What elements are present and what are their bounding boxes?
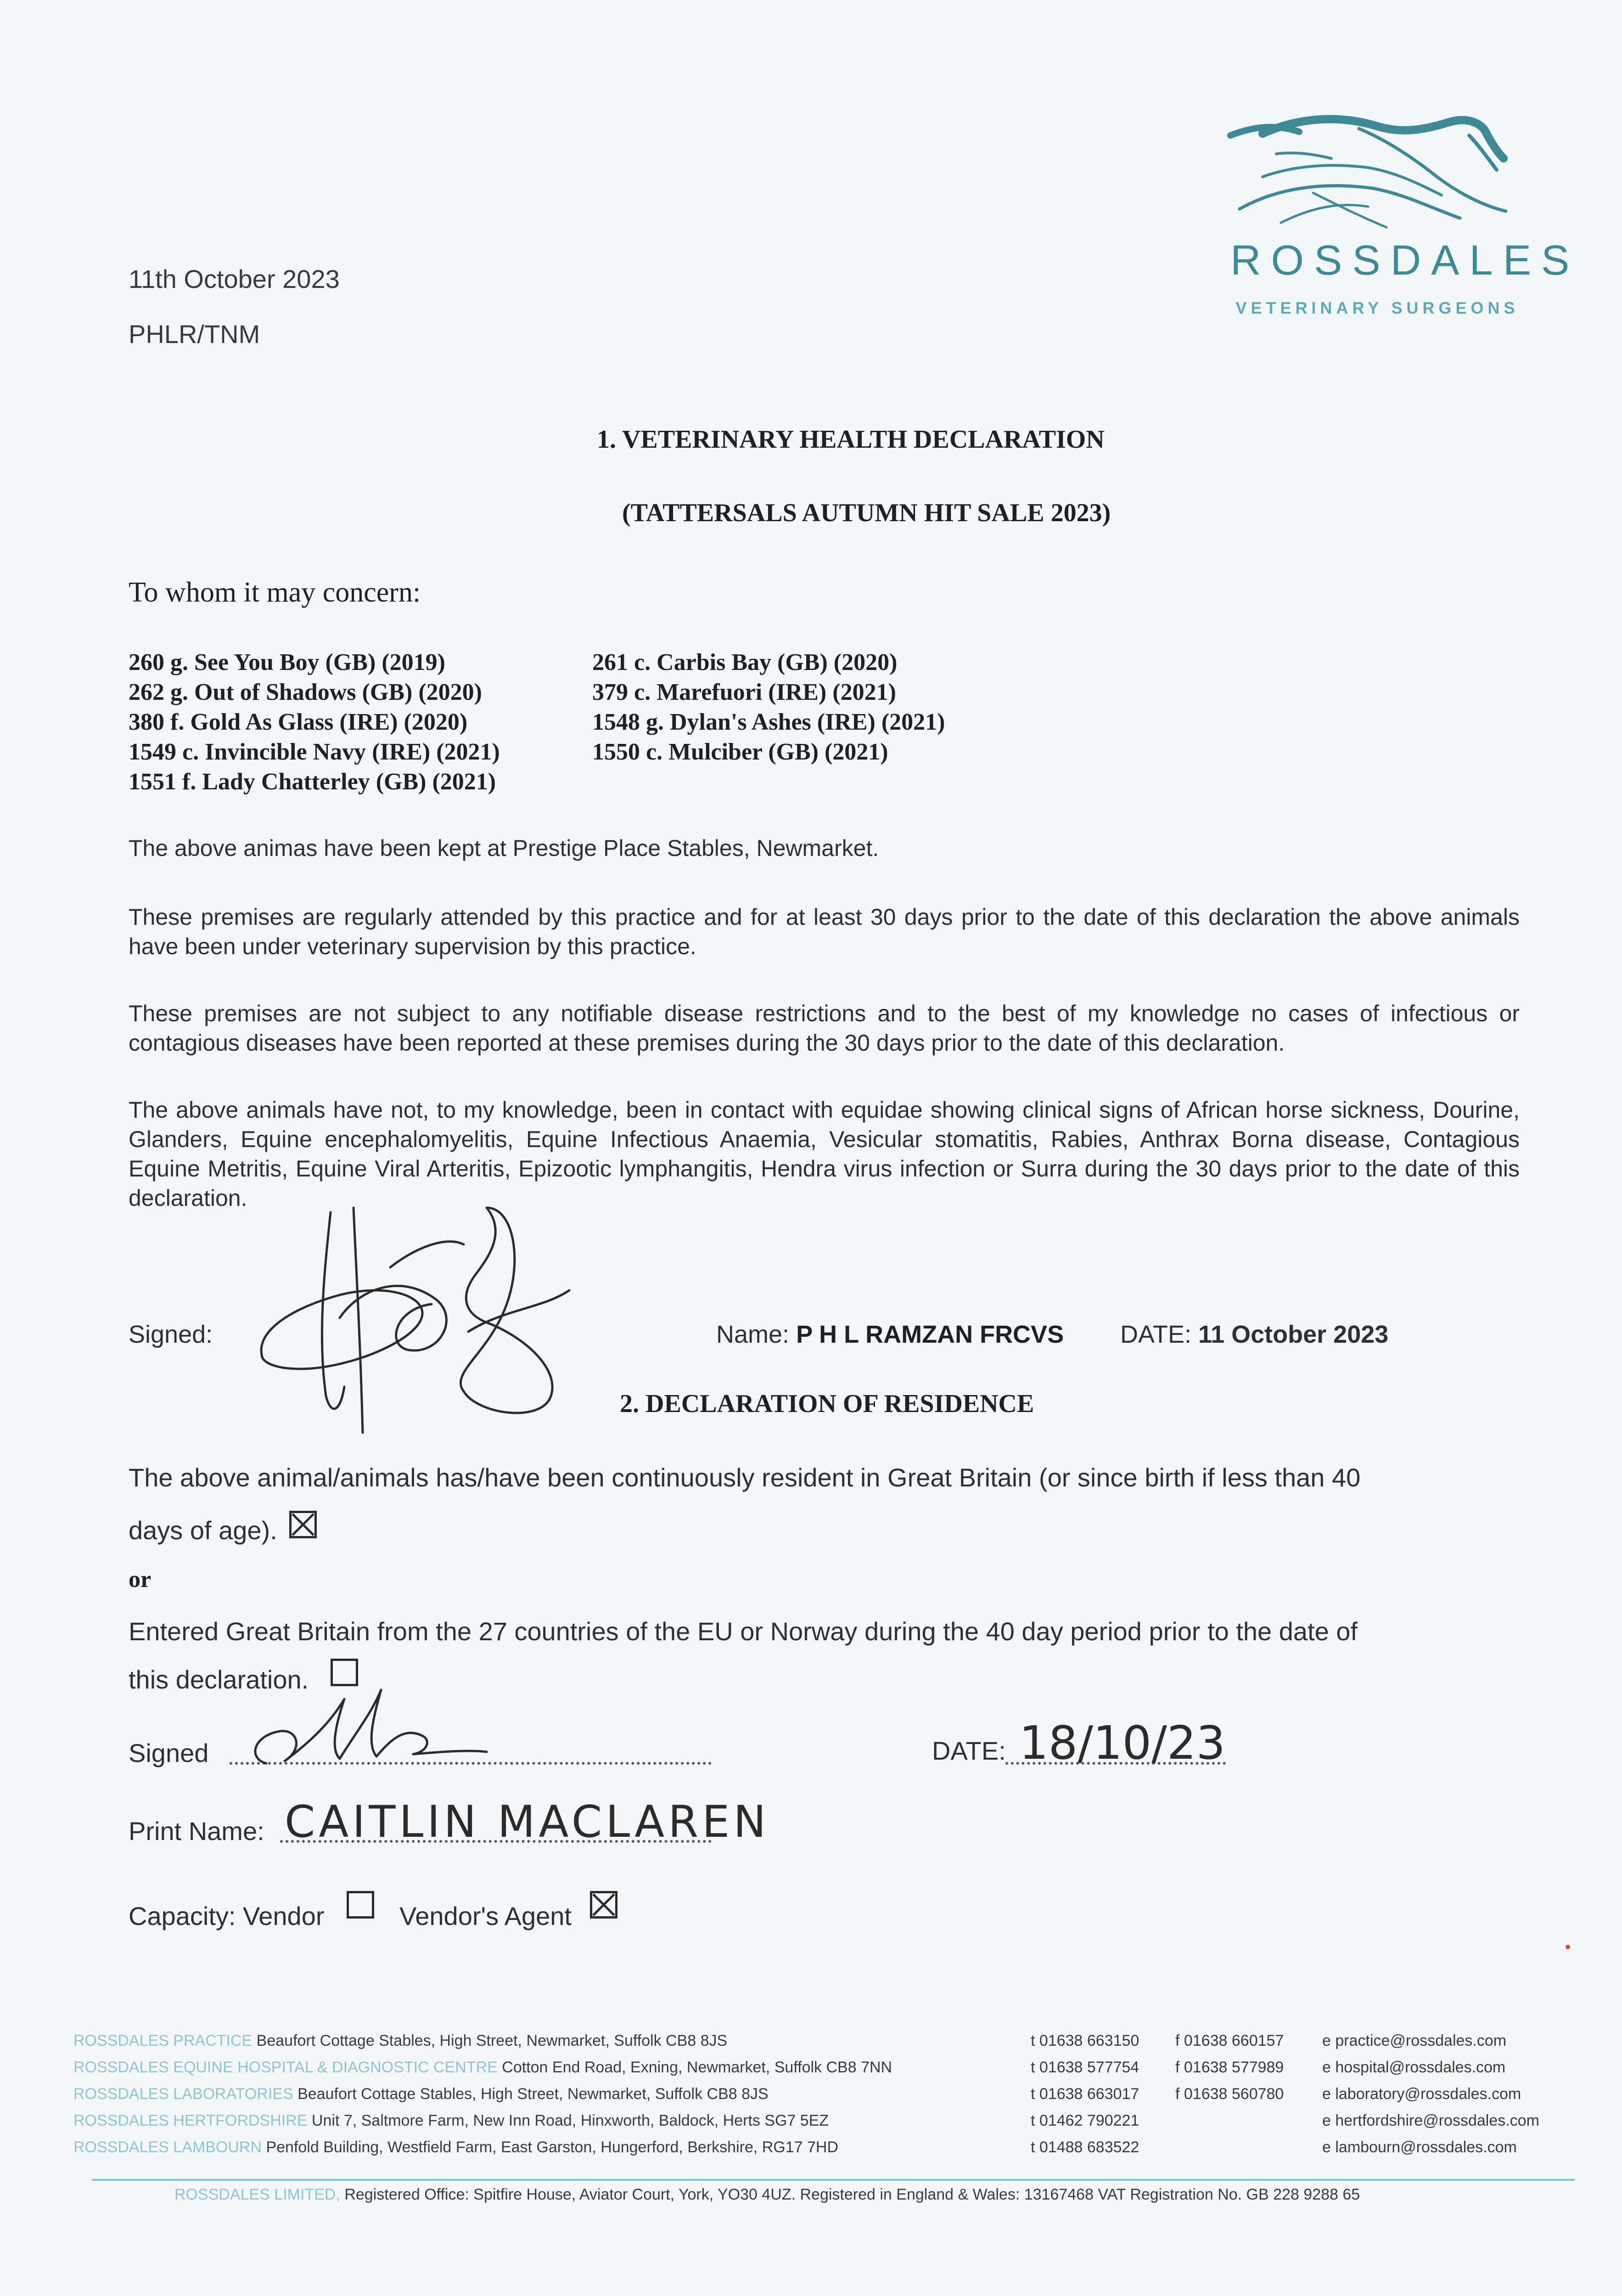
vet-signature (248, 1157, 615, 1442)
handwritten-date-text: 18/10/23 (1019, 1716, 1226, 1770)
footer-email[interactable]: e laboratory@rossdales.com (1322, 2085, 1521, 2103)
footer-prefix: ROSSDALES HERTFORDSHIRE (73, 2112, 308, 2129)
footer-row (73, 2085, 769, 2103)
footer-tel: t 01638 663017 (1031, 2085, 1139, 2103)
letter-reference: PHLR/TNM (129, 320, 260, 349)
footer-row (73, 2112, 829, 2130)
footer-prefix: ROSSDALES LAMBOURN (73, 2138, 262, 2156)
footer-prefix: ROSSDALES LABORATORIES (73, 2085, 293, 2103)
list-item: 1548 g. Dylan's Ashes (IRE) (2021) (592, 709, 945, 735)
capacity-vendor-label: Capacity: Vendor (129, 1902, 325, 1930)
checkbox-cross-icon (592, 1893, 615, 1916)
section2-title: 2. DECLARATION OF RESIDENCE (620, 1390, 1034, 1418)
brand-tagline: VETERINARY SURGEONS (1235, 298, 1519, 317)
registered-office (174, 2186, 1360, 2204)
list-item: 1551 f. Lady Chatterley (GB) (2021) (129, 769, 496, 795)
list-item: 260 g. See You Boy (GB) (2019) (129, 649, 445, 675)
footer-address: Beaufort Cottage Stables, High Street, Newmarket, Suffolk CB8 8JS (297, 2085, 769, 2103)
paragraph-restrictions: These premises are not subject to any notifiable disease restrictions and to the best of my knowledge no cases of infectious or contagious diseases have been reported at these premises during the 30 days prior to the date of this declaration. (129, 1001, 1520, 1056)
resident-checkbox[interactable] (289, 1511, 317, 1538)
vendors-agent-checkbox[interactable] (590, 1891, 617, 1919)
resident-statement: The above animal/animals has/have been continuously resident in Great Britain (or since birth if less than 40 (129, 1463, 1361, 1492)
section1-subtitle: (TATTERSALS AUTUMN HIT SALE 2023) (622, 499, 1111, 527)
list-item: 261 c. Carbis Bay (GB) (2020) (592, 649, 898, 675)
footer-divider (92, 2179, 1575, 2181)
handwritten-print-name (275, 1782, 780, 1851)
horse-list-left (129, 647, 500, 797)
footer-tel: t 01638 577754 (1031, 2059, 1139, 2076)
handwritten-date (1010, 1708, 1240, 1777)
paragraph-premises: The above animas have been kept at Prestige Place Stables, Newmarket. (129, 835, 879, 861)
letter-date: 11th October 2023 (129, 264, 340, 293)
footer-address: Penfold Building, Westfield Farm, East Garston, Hungerford, Berkshire, RG17 7HD (266, 2138, 839, 2156)
date-value: 11 October 2023 (1198, 1321, 1389, 1348)
list-item: 380 f. Gold As Glass (IRE) (2020) (129, 709, 468, 735)
footer-row (73, 2032, 727, 2050)
print-name-label: Print Name: (129, 1817, 264, 1846)
greeting: To whom it may concern: (129, 577, 421, 608)
vendors-agent-label: Vendor's Agent (399, 1902, 572, 1930)
footer-prefix: ROSSDALES PRACTICE (73, 2032, 253, 2049)
footer-fax: f 01638 560780 (1175, 2085, 1284, 2103)
footer-email[interactable]: e practice@rossdales.com (1322, 2032, 1507, 2049)
footer-fax: f 01638 577989 (1175, 2059, 1284, 2076)
or-label: or (129, 1566, 152, 1593)
agent-signed-label: Signed (129, 1739, 209, 1767)
footer-fax: f 01638 660157 (1175, 2032, 1284, 2049)
entered-statement-cont: this declaration. (129, 1665, 309, 1694)
horse-logo-icon (1221, 108, 1515, 241)
footer-prefix: ROSSDALES EQUINE HOSPITAL & DIAGNOSTIC CENTRE (73, 2059, 498, 2076)
agent-signature (230, 1671, 514, 1777)
brand-name: ROSSDALES (1230, 237, 1580, 284)
resident-statement-cont: days of age). (129, 1516, 277, 1545)
signatory-name (716, 1320, 1064, 1349)
footer-address: Beaufort Cottage Stables, High Street, Newmarket, Suffolk CB8 8JS (256, 2032, 728, 2049)
date-label: DATE: (1120, 1321, 1192, 1348)
registered-text: Registered Office: Spitfire House, Aviator Court, York, YO30 4UZ. Registered in England & Wales: 13167468 VAT Registration No. GB 228 9288 65 (344, 2186, 1360, 2203)
paragraph-supervision: These premises are regularly attended by this practice and for at least 30 days prior to the date of this declaration the above animals have been under veterinary supervision by this practice. (129, 904, 1520, 959)
footer-tel: t 01462 790221 (1031, 2112, 1139, 2129)
footer-row (73, 2138, 838, 2156)
footer-email[interactable]: e lambourn@rossdales.com (1322, 2138, 1517, 2156)
list-item: 1549 c. Invincible Navy (IRE) (2021) (129, 739, 500, 765)
footer-tel: t 01638 663150 (1031, 2032, 1139, 2049)
horse-list-right (592, 647, 945, 767)
list-item: 379 c. Marefuori (IRE) (2021) (592, 679, 896, 705)
footer-address: Cotton End Road, Exning, Newmarket, Suffolk CB8 7NN (502, 2059, 892, 2076)
list-item: 1550 c. Mulciber (GB) (2021) (592, 739, 888, 765)
footer-email[interactable]: e hospital@rossdales.com (1322, 2059, 1506, 2076)
footer-email[interactable]: e hertfordshire@rossdales.com (1322, 2112, 1539, 2129)
name-label: Name: (716, 1321, 790, 1348)
section1-title: 1. VETERINARY HEALTH DECLARATION (597, 425, 1105, 454)
handwritten-name-text: CAITLIN MACLAREN (285, 1797, 770, 1847)
declaration-date (1120, 1320, 1388, 1349)
footer-address: Unit 7, Saltmore Farm, New Inn Road, Hinxworth, Baldock, Herts SG7 5EZ (311, 2112, 829, 2129)
paragraph-contact: The above animals have not, to my knowledge, been in contact with equidae showing clinical signs of African horse sickness, Dourine, Glanders, Equine encephalomyelitis, Equine Infectious Anaemia, Vesicular stomatitis, Rabies, Anthrax Borna disease, Contagious Equine Metritis, Equine Viral Arteritis, Epizootic lymphangitis, Hendra virus infection or Surra during the 30 days prior to the date of this declaration. (129, 1097, 1520, 1211)
registered-prefix: ROSSDALES LIMITED, (174, 2186, 340, 2203)
list-item: 262 g. Out of Shadows (GB) (2020) (129, 679, 482, 705)
stray-mark (1566, 1945, 1570, 1949)
name-value: P H L RAMZAN FRCVS (796, 1321, 1064, 1348)
footer-row (73, 2059, 892, 2077)
vendor-checkbox[interactable] (347, 1891, 374, 1919)
checkbox-cross-icon (292, 1513, 314, 1536)
entered-statement: Entered Great Britain from the 27 countries of the EU or Norway during the 40 day period prior to the date of (129, 1617, 1358, 1646)
signed-label: Signed: (129, 1321, 213, 1348)
agent-date-label: DATE: (932, 1736, 1006, 1765)
footer-tel: t 01488 683522 (1031, 2138, 1139, 2156)
